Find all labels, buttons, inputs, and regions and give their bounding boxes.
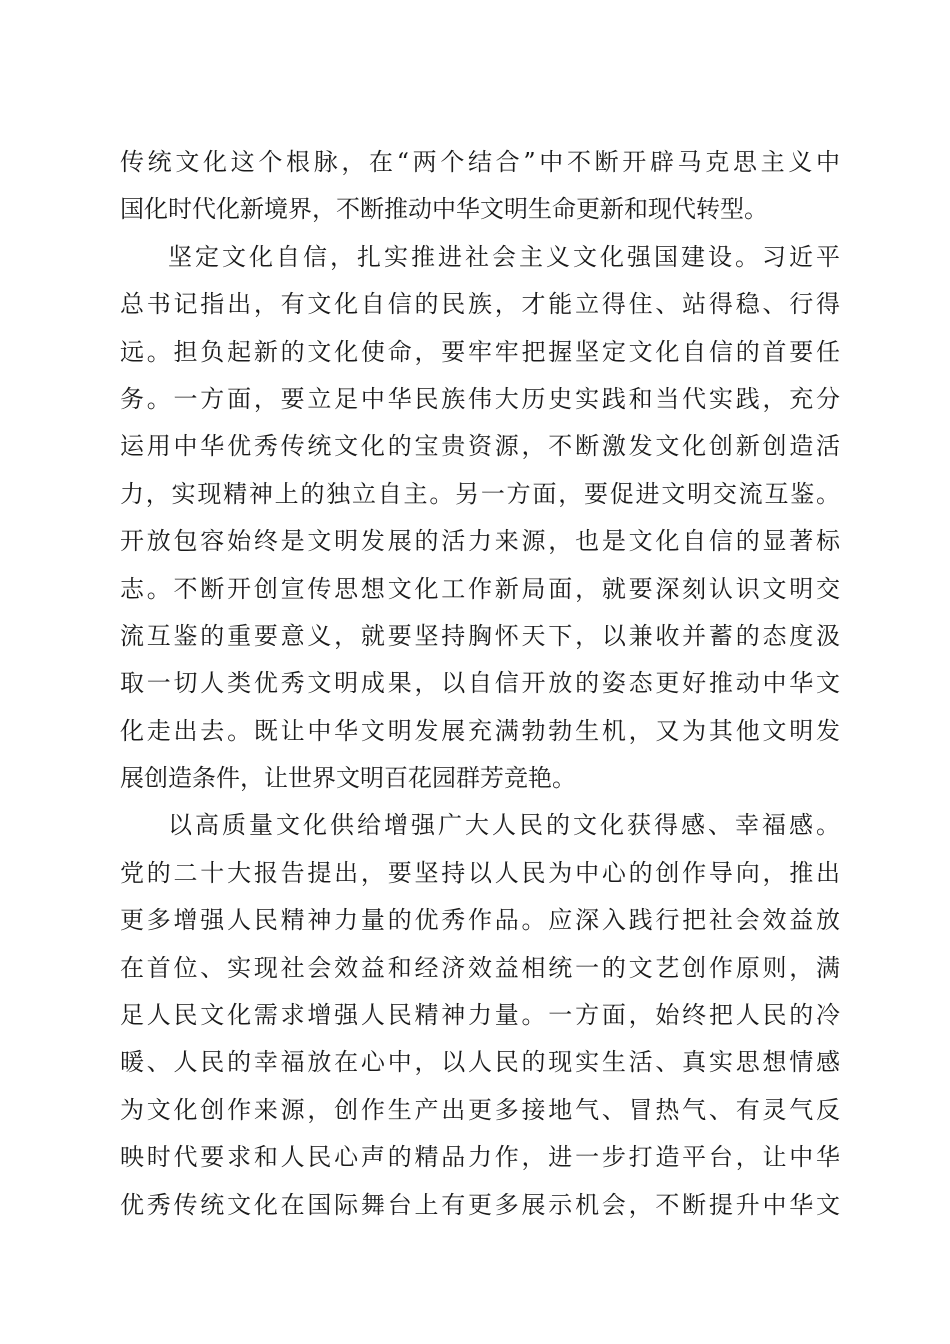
text-line: 优秀传统文化在国际舞台上有更多展示机会，不断提升中华文 [120,1190,840,1219]
text-line: 以高质量文化供给增强广大人民的文化获得感、幸福感。 [168,811,840,840]
paragraph-1 [120,139,840,234]
text-line: 传统文化这个根脉，在“两个结合”中不断开辟马克思主义中 [120,148,840,176]
text-line: 远。担负起新的文化使命，要牢牢把握坚定文化自信的首要任 [120,337,840,366]
text-line: 更多增强人民精神力量的优秀作品。应深入践行把社会效益放 [120,906,840,935]
text-line: 坚定文化自信，扎实推进社会主义文化强国建设。习近平 [168,242,840,271]
body-text [120,139,840,1229]
text-line: 在首位、实现社会效益和经济效益相统一的文艺创作原则，满 [120,953,840,982]
text-line: 取一切人类优秀文明成果，以自信开放的姿态更好推动中华文 [120,669,840,698]
text-line: 开放包容始终是文明发展的活力来源，也是文化自信的显著标 [120,527,840,556]
text-line: 国化时代化新境界，不断推动中华文明生命更新和现代转型。 [120,195,768,224]
text-line: 志。不断开创宣传思想文化工作新局面，就要深刻认识文明交 [120,574,840,603]
paragraph-2 [120,234,840,803]
text-line: 为文化创作来源，创作生产出更多接地气、冒热气、有灵气反 [120,1095,840,1124]
text-line: 化走出去。既让中华文明发展充满勃勃生机，又为其他文明发 [120,716,840,745]
text-line: 展创造条件，让世界文明百花园群芳竞艳。 [120,764,576,793]
text-line: 力，实现精神上的独立自主。另一方面，要促进文明交流互鉴。 [120,479,840,508]
paragraph-3 [120,802,840,1229]
text-line: 暖、人民的幸福放在心中，以人民的现实生活、真实思想情感 [120,1048,840,1077]
text-line: 党的二十大报告提出，要坚持以人民为中心的创作导向，推出 [120,858,840,887]
text-line: 总书记指出，有文化自信的民族，才能立得住、站得稳、行得 [120,290,840,319]
text-line: 运用中华优秀传统文化的宝贵资源，不断激发文化创新创造活 [120,432,840,461]
text-line: 务。一方面，要立足中华民族伟大历史实践和当代实践，充分 [120,384,840,413]
text-line: 映时代要求和人民心声的精品力作，进一步打造平台，让中华 [120,1143,840,1172]
text-line: 足人民文化需求增强人民精神力量。一方面，始终把人民的冷 [120,1001,840,1030]
text-line: 流互鉴的重要意义，就要坚持胸怀天下，以兼收并蓄的态度汲 [120,621,840,650]
